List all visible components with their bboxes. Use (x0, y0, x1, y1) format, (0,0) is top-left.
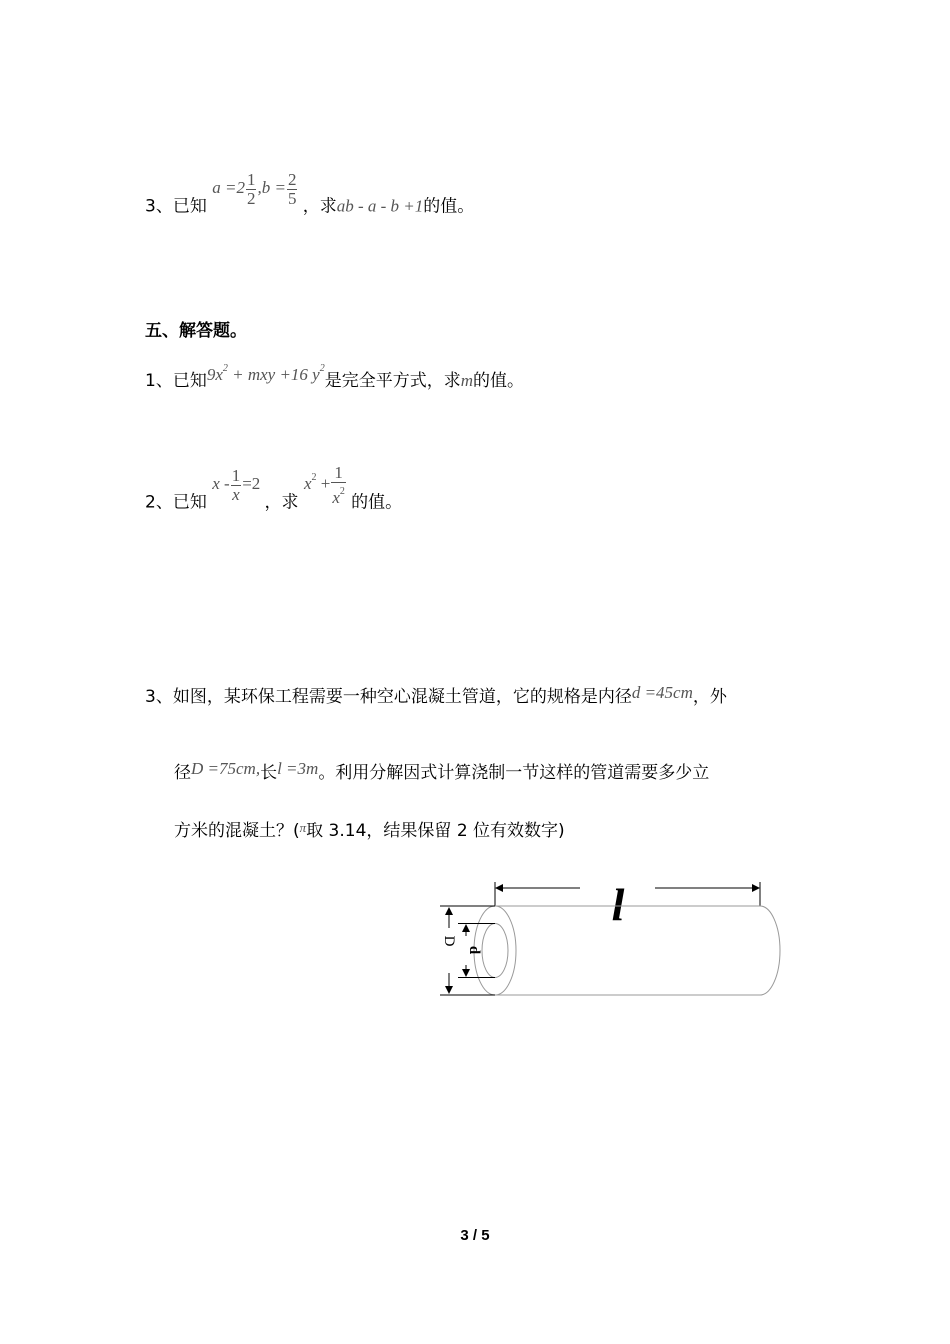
pipe-figure (430, 868, 790, 1008)
label-length: l (611, 879, 625, 930)
formula-square: $9x^2$ + mxy +16 $y^2$ (206, 363, 325, 384)
pipe-far-end (760, 906, 780, 995)
formula-target-2: $x^2$ + $\frac{1}{x^2}$ (303, 463, 345, 507)
problem-3-line3: 方米的混凝土？($^\pi$取 3.14，结果保留 2 位有效数字) (174, 820, 565, 841)
problem-3-line1: 3、如图，某环保工程需要一种空心混凝土管道，它的规格是内径d =45cm，外 (145, 683, 727, 707)
pipe-inner-end (482, 924, 508, 978)
formula-target: ab - a - b +1 (336, 196, 424, 216)
formula-a-b: a =2 $\frac{1}{2}$ ,b = $\frac{2}{5}$ (212, 170, 297, 208)
problem-1: 1、已知$9x^2$ + mxy +16 $y^2$是完全平方式，求m的值。 (145, 363, 525, 391)
problem-2: 2、已知 x - $\frac{1}{x}$ =2 ，求 $x^2$ + $\frac{1}{x^2}$ 的值。 (145, 463, 403, 513)
label-d: d (466, 945, 482, 955)
formula-condition: x - $\frac{1}{x}$ =2 (212, 466, 261, 504)
section-heading: 五、解答题。 (145, 321, 247, 341)
problem-prev-3: 3、已知 a =2 $\frac{1}{2}$ ,b = $\frac{2}{5}$ ，求ab - a - b +1的值。 (145, 170, 475, 217)
label-D: D (441, 935, 457, 947)
problem-3-line2: 径D =75cm,长l =3m。利用分解因式计算浇制一节这样的管道需要多少立 (174, 759, 710, 783)
page-number: 3 / 5 (460, 1227, 490, 1244)
